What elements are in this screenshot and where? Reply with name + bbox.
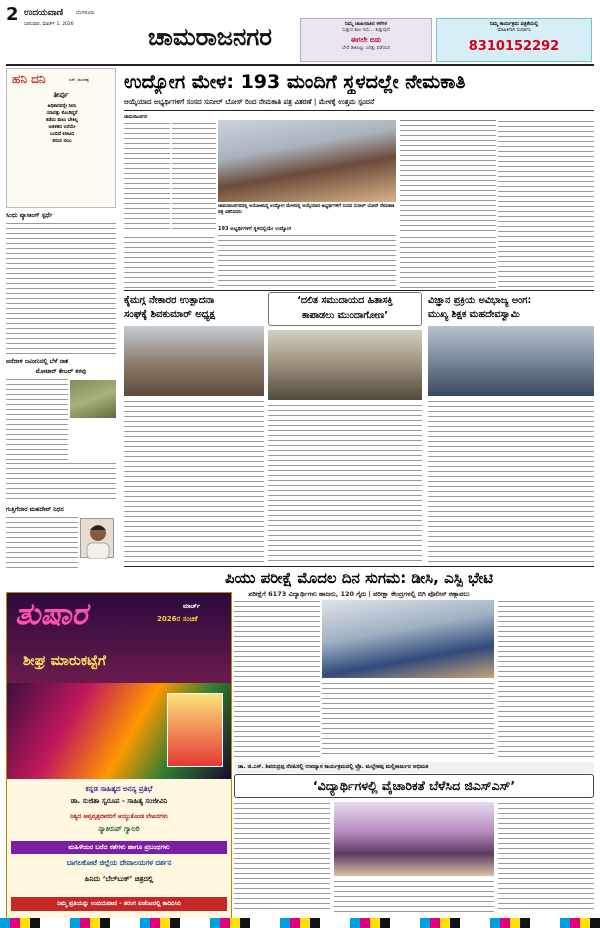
poem-line: ಬಂದಿದೆ ಕಿರೀಟದ [49, 132, 75, 137]
ad1-line2: ಸುತ್ತುದ ಕಾಲ ಇದು... ಕುತ್ತುವುದೆ [342, 28, 390, 33]
tushara-header [7, 593, 231, 683]
hanidani-box [6, 68, 116, 208]
lead-col1 [124, 122, 170, 232]
person-icon [81, 519, 115, 559]
ad-banner-left [300, 18, 432, 62]
story1-body [6, 222, 116, 356]
tushara-ad [6, 592, 232, 920]
mid-center-headline-box [268, 292, 422, 326]
tushara-title: ತುಷಾರ [15, 597, 88, 632]
gss-photo [334, 802, 494, 876]
poem-title: ತೀರ್ಪು [53, 91, 69, 99]
poem-line: ಕಡೆಯ ಪಾಲು ಬೇಕಿಲ್ಲ [46, 118, 78, 123]
poem-line: ಯಾವತ್ತು ಕೊಂಡಿದ್ದರೆ [46, 111, 78, 116]
mid-left-body [124, 400, 264, 562]
tushara-cover [167, 693, 223, 767]
story1-title: ಸಿಂಧು ವ್ಯಾಸಾಂಗ್ ಸ್ಪರ್ಧೆ [6, 212, 53, 219]
puc-col2 [322, 682, 494, 758]
ad2-line2: ಮಾಹಿತಿಗಾಗಿ ಸಂಪರ್ಕಿಸಿ [497, 28, 531, 33]
story2-subtitle: ಮೋಟಾರ್ ಕೇಬಲ್ ಕಳವು [35, 368, 87, 375]
print-registration-bar [0, 918, 600, 928]
puc-subheadline: ಪರೀಕ್ಷೆಗೆ 6173 ವಿದ್ಯಾರ್ಥಿಗಳು ಹಾಜರು, 120 ಗೈರು | ಪರೀಕ್ಷಾ ಕೇಂದ್ರಗಳಲ್ಲಿ ಬಿಗಿ ಪೊಲೀಸ್ ಕಣ್ಗಾವಲು [248, 590, 470, 598]
mid-center-body [268, 404, 422, 562]
story2-body-2 [6, 462, 116, 502]
puc-rule [124, 566, 594, 567]
lead-byline: ಚಾಮರಾಜನಗರ [124, 115, 148, 120]
lead-photo [218, 120, 396, 202]
lead-info-lines [400, 124, 496, 232]
obituary-photo [80, 518, 114, 558]
mid-left-photo [124, 326, 264, 396]
puc-col3 [498, 600, 594, 758]
hanidani-author: ಎಸ್. ಜುಂಜಪ್ಪ [69, 77, 89, 82]
ad1-line1: ನಿಮ್ಮ ಜಾಹೀರಾತಿನ ಕಳೆಗಳ [344, 21, 388, 27]
tushara-tagline: ಶೀಘ್ರ ಮಾರುಕಟ್ಟೆಗೆ [23, 653, 106, 669]
lead-col-right [498, 120, 594, 288]
puc-col1 [234, 600, 320, 758]
lead-caption: ಚಾಮರಾಜನಗರದಲ್ಲಿ ಆಯೋಜಿಸಿದ್ದ ಉದ್ಯೋಗ ಮೇಳದಲ್ಲಿ ಆಯ್ಕೆಯಾದ ಅಭ್ಯರ್ಥಿಗಳಿಗೆ ಸಂಸದ ಸುನೀಲ್ ಬೋಸ್ ನೇಮಕಾತಿ ಪತ್ರ ವಿತರಿಸಿದರು [218, 204, 395, 215]
ad2-line1: ನಿಮ್ಮ ಕಾರ್ಯಕ್ರಮ ಪತ್ರಿಕೆಯಲ್ಲಿ [489, 21, 539, 27]
poem-line: ಅಧಿಕಾರವನ್ನೇ ನೀನು [47, 104, 77, 109]
gss-headline-box [234, 774, 594, 798]
gss-kicker: ಡಾ. ಜಿ.ಎಸ್. ಶಿವರುದ್ರಪ್ಪ ನೆನಪಿನಲ್ಲಿ ಉಪನ್ಯಾಸ ಕಾರ್ಯಕ್ರಮದಲ್ಲಿ ಪ್ರೊ. ಮಲ್ಲೇಶಪ್ಪ ಮಲ್ಲಿಕಾರ್ಜುನ ಅಭಿಮತ [234, 762, 594, 773]
mid-left-headline-2: ಸಂಘಕ್ಕೆ ಶಿವಕುಮಾರ್ ಅಧ್ಯಕ್ಷ [124, 309, 216, 320]
mid-right-body [428, 400, 594, 562]
tushara-line3: ನಿತ್ಯದ ಆಪ್ತವೃತ್ತದಾರರಿಗೆ ಆಯ್ದುಕೊಂಡ ಲೇಖನಗಳು [70, 813, 168, 820]
ad-banner-right [436, 18, 592, 62]
story2-title: ಆನೆದಾಳಿ ಜಮೀನಿನಲ್ಲಿ ಬೆಳೆ ನಾಶ [6, 358, 69, 365]
lead-subheadline: ಆಯ್ಕೆಯಾದ ಅಭ್ಯರ್ಥಿಗಳಿಗೆ ಸಂಸದ ಸುನೀಲ್ ಬೋಸ್ ರಿಂದ ನೇಮಕಾತಿ ಪತ್ರ ವಿತರಣೆ | ಮೇಳಕ್ಕೆ ಉತ್ತಮ ಸ್ಪಂದನೆ [124, 98, 375, 106]
poem-line: ಆಡಳಿತದ ಆಸೆಯೇ [48, 125, 76, 130]
tushara-line7: ಹಿನಿದು ‘ಬೆಲ್‌ಬುಕ್’ ಚಿತ್ರದಲ್ಲಿ [84, 875, 154, 883]
tushara-issue: 2026ರ ಸಂಚಿಕೆ [157, 615, 198, 623]
lead-col3 [124, 236, 214, 288]
story3-body [6, 516, 78, 570]
ad2-phone: 8310152292 [468, 39, 560, 54]
tushara-line4: ನ್ಯಾಕಿರುಪ್ ಗ್ಯಾಲರಿ [98, 825, 140, 833]
tushara-month: ಮಾರ್ಚ್ [183, 603, 200, 610]
tushara-line5: ಮಹಿಳೆಯರ ಬರೆದ ಕತೆಗಳು ಹಾಗೂ ಪ್ರಬಂಧಗಳು [11, 841, 227, 854]
lead-info-box [400, 120, 496, 232]
mid-center-headline-1: ‘ದಲಿತ ಸಮುದಾಯದ ಹಿತಾಸಕ್ತಿ [297, 295, 393, 306]
section-title-banner [124, 18, 296, 56]
mid-right-headline-2: ಮುಖ್ಯ ಶಿಕ್ಷಕ ಮಹದೇವಸ್ವಾಮಿ [428, 309, 520, 320]
section-title: ಚಾಮರಾಜನಗರ [147, 23, 272, 51]
ad1-line3: ಈಗಲೇ ಬಿಡು [350, 36, 382, 44]
field-photo [70, 380, 116, 418]
poem-line: ಕನಸಿನ ಬಿಂಬ [52, 139, 72, 144]
tushara-line1: ಕನ್ನಡ ಸಾಹಿತ್ಯದ ಅನನ್ಯ ಪ್ರತಿಭೆ [85, 785, 153, 793]
mid-right-photo [428, 326, 594, 396]
puc-photo [322, 600, 494, 678]
lead-col2 [172, 122, 216, 232]
gss-col3 [498, 802, 594, 912]
gss-col2 [334, 880, 494, 912]
lead-stat: 193 ಅಭ್ಯರ್ಥಿಗಳಿಗೆ ಸ್ಥಳದಲ್ಲಿಯೇ ಉದ್ಯೋಗ [218, 226, 292, 232]
mid-right-headline-1: ವಿಜ್ಞಾನ ಪ್ರಕ್ರಿಯ ಅವಿಭಾಜ್ಯ ಅಂಗ: [428, 295, 532, 306]
tushara-line6: ಬಾಗಲಕೋಟೆ ಜಿಲ್ಲೆಯ ದೇವಾಲಯಗಳ ದರ್ಶನ [66, 859, 172, 867]
lead-rule [124, 110, 594, 111]
tushara-footer: ನಿಮ್ಮ ಪ್ರತಿಯನ್ನು ಉದಯವಾಣಿ - ತರಂಗ ಏಜೆಂಟರಲ್ಲಿ ಕಾದಿರಿಸಿರಿ [11, 897, 227, 911]
poem-body [17, 103, 107, 145]
story3-title: ಗುತ್ತಿಗೆದಾರ ಮಹದೇವ್ ನಿಧನ [6, 506, 64, 513]
paper-name: ಉದಯವಾಣಿ [24, 8, 64, 18]
date-line: ಭಾನುವಾರ, ಮಾರ್ಚ್ 1, 2026 [24, 22, 74, 27]
lead-col5 [400, 236, 496, 288]
puc-headline: ಪಿಯು ಪರೀಕ್ಷೆ ಮೊದಲ ದಿನ ಸುಗಮ: ಡೀಸಿ, ಎಸ್ಪಿ ಭೇಟಿ [224, 569, 494, 587]
story2-body [6, 378, 68, 460]
lead-headline: ಉದ್ಯೋಗ ಮೇಳ: 193 ಮಂದಿಗೆ ಸ್ಥಳದಲ್ಲೇ ನೇಮಕಾತಿ [124, 71, 466, 93]
gss-headline: ‘ವಿದ್ಯಾರ್ಥಿಗಳಲ್ಲಿ ವೈಚಾರಿಕತೆ ಬೆಳೆಸಿದ ಜಿಎಸ್‌ಎಸ್’ [312, 778, 516, 793]
mid-rule [124, 290, 594, 291]
masthead-rule [6, 64, 594, 66]
mid-center-photo [268, 330, 422, 400]
hanidani-logo: ಹನಿ ದನಿ [12, 72, 46, 86]
gss-col1 [234, 802, 330, 912]
lead-col4 [218, 234, 396, 288]
ad1-line4: ಬೇರೆ ಡಿಜಿಟಲ್ಲು ಜಗತ್ತು ಪಡೆಯಿರಿ [342, 46, 390, 51]
mid-left-headline-1: ಕೈಮಗ್ಗ ನೇಕಾರರ ಉತ್ಪಾದನಾ [124, 295, 215, 306]
mid-center-headline-2: ಕಾಪಾಡಲು ಮುಂದಾಗೋಣ’ [301, 310, 389, 321]
edition-label: ಬೆಂಗಳೂರು [76, 10, 95, 16]
page-number: 2 [6, 4, 19, 25]
tushara-line2: ಡಾ. ಸುಜಿತಾ ಸ್ವರೂಪ - ಸಾಹಿತ್ಯ ಸಂಜೀವಿನಿ [70, 797, 168, 805]
